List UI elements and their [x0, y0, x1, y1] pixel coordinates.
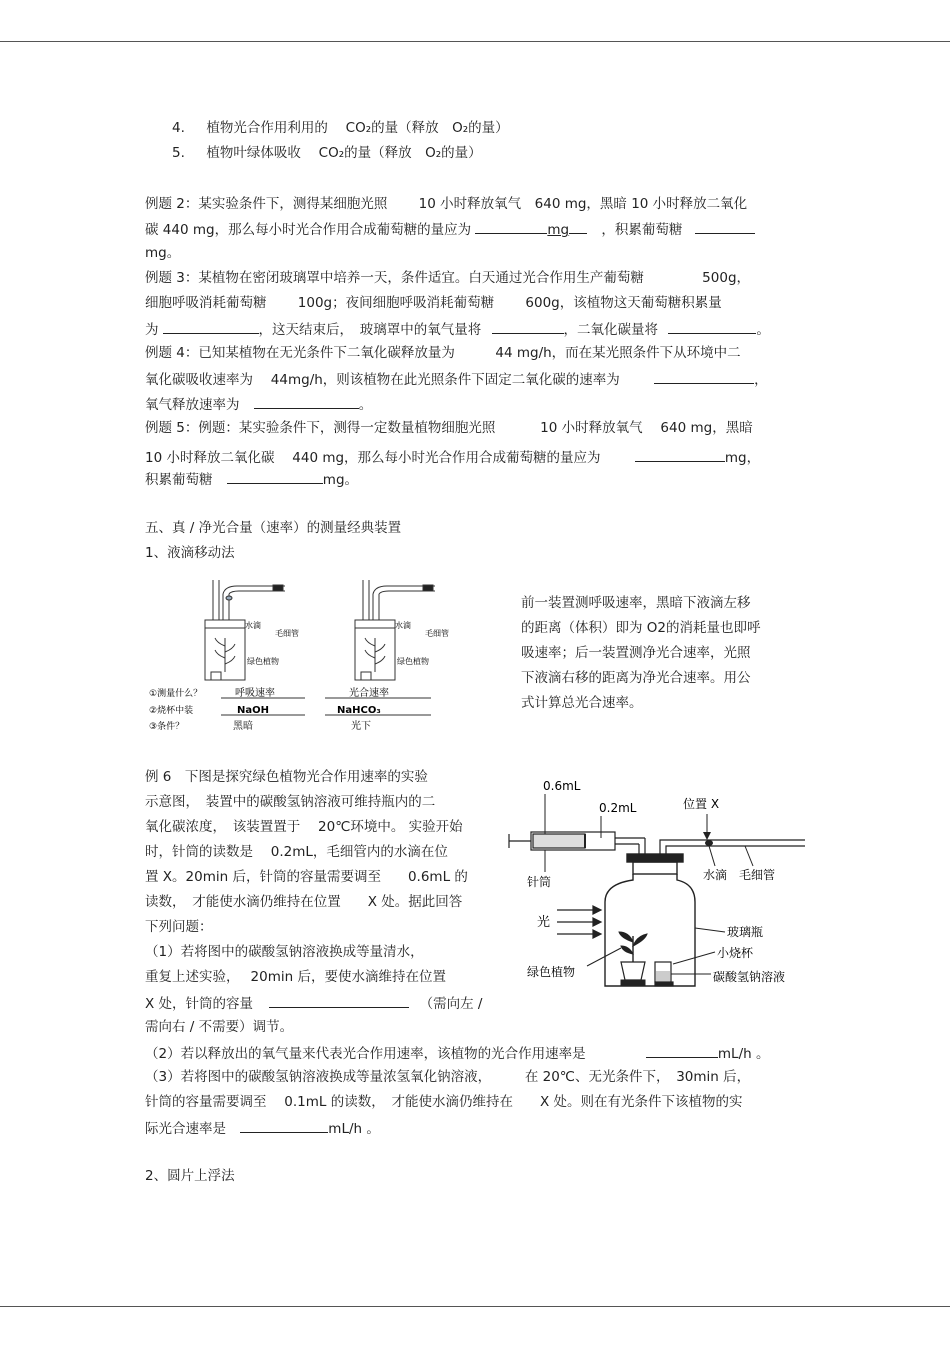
ex2-line2: 碳 440 mg，那么每小时光合作用合成葡萄糖的量应为 mg ，积累葡萄糖: [145, 219, 755, 239]
reading-0.6ml: 0.6mL: [543, 779, 581, 793]
reading-0.2ml: 0.2mL: [599, 801, 637, 815]
bottom-rule: [0, 1306, 950, 1307]
ex6-line: 氧化碳浓度， 该装置置于 20℃环境中。 实验开始: [145, 819, 463, 835]
ex6-q3-line2: 针筒的容量需要调至 0.1mL 的读数， 才能使水滴仍维持在 X 处。则在有光条件下该植物的实: [145, 1094, 743, 1110]
ex6-line: 读数， 才能使水滴仍维持在位置 X 处。据此回答: [145, 894, 463, 910]
ex6-line: 时，针筒的读数是 0.2mL，毛细管内的水滴在位: [145, 844, 448, 860]
answer-blank[interactable]: [227, 469, 323, 484]
ex6-line: 重复上述实验， 20min 后，要使水滴维持在位置: [145, 969, 446, 985]
answer-respiration-rate: 呼吸速率: [235, 688, 275, 699]
ex6-q2: （2）若以释放出的氧气量来代表光合作用速率，该植物的光合作用速率是 mL/h 。: [145, 1043, 769, 1063]
ex6-q3-line1: （3）若将图中的碳酸氢钠溶液换成等量浓氢氧化钠溶液， 在 20℃、无光条件下， 30min 后，: [145, 1069, 751, 1085]
answer-photosynthesis-rate: 光合速率: [349, 688, 389, 699]
ex3-line1: 例题 3：某植物在密闭玻璃罩中培养一天，条件适宜。白天通过光合作用生产葡萄糖 500g，: [145, 270, 751, 286]
ex5-line3: 积累葡萄糖 mg。: [145, 469, 358, 489]
water-drop: [705, 840, 713, 846]
answer-blank[interactable]: [492, 319, 564, 334]
answer-blank[interactable]: [569, 219, 587, 234]
ex6-q3-line3: 际光合速率是 mL/h 。: [145, 1118, 380, 1138]
answer-dark: 黑暗: [233, 721, 253, 730]
ex5-line1: 例题 5：例题：某实验条件下，测得一定数量植物细胞光照 10 小时释放氧气 640 mg，黑暗: [145, 420, 753, 436]
capillary-tube: [660, 840, 805, 854]
question-beaker-content: ②烧杯中装: [149, 706, 194, 716]
question-condition: ③条件？: [149, 722, 185, 730]
figure-description: 式计算总光合速率。: [521, 695, 643, 711]
ex6-line: 示意图， 装置中的碳酸氢钠溶液可维持瓶内的二: [145, 794, 436, 810]
ex4-line2: 氧化碳吸收速率为 44mg/h，则该植物在此光照条件下固定二氧化碳的速率为 ，: [145, 369, 768, 389]
ex4-line1: 例题 4：已知某植物在无光条件下二氧化碳释放量为 44 mg/h，而在某光照条件下从环境中二: [145, 345, 741, 361]
small-beaker: [655, 962, 673, 986]
list-item: 4. 植物光合作用利用的 CO₂的量（释放 O₂的量）: [172, 120, 509, 136]
ex2-line3: mg。: [145, 245, 181, 261]
list-item: 5. 植物叶绿体吸收 CO₂的量（释放 O₂的量）: [172, 145, 482, 161]
answer-nahco3: NaHCO₃: [337, 705, 381, 716]
question-what-measured: ①测量什么？: [149, 689, 203, 699]
figure-description: 的距离（体积）即为 O2的消耗量也即呼: [521, 620, 761, 636]
plant-label: 绿色植物: [527, 965, 576, 979]
capillary-label: 毛细管: [739, 868, 776, 882]
answer-blank[interactable]: [269, 993, 409, 1008]
droplet-apparatus-figure: [145, 572, 465, 730]
subsection-title: 1、液滴移动法: [145, 545, 235, 561]
section-title: 五、真 / 净光合量（速率）的测量经典装置: [145, 520, 402, 536]
water-drop-label: 水滴: [245, 621, 261, 630]
answer-blank[interactable]: [254, 394, 359, 409]
figure-description: 下液滴右移的距离为净光合速率。用公: [521, 670, 751, 686]
drop-label: 水滴: [703, 868, 728, 882]
figure-description: 吸速率；后一装置测净光合速率，光照: [521, 645, 751, 661]
glass-bottle: [605, 854, 695, 986]
ex6-line: （1）若将图中的碳酸氢钠溶液换成等量清水，: [145, 944, 424, 960]
bottle-label: 玻璃瓶: [727, 925, 764, 939]
ex6-line: 下列问题：: [145, 919, 213, 935]
answer-blank[interactable]: [240, 1118, 328, 1133]
position-x-label: 位置 X: [683, 797, 720, 811]
top-rule: [0, 41, 950, 42]
answer-blank[interactable]: [163, 319, 259, 334]
capillary-label: 毛细管: [425, 629, 449, 638]
ex6-q1-cont: 需向右 / 不需要）调节。: [145, 1019, 294, 1035]
answer-blank[interactable]: [635, 447, 725, 462]
light-label: 光: [537, 915, 551, 930]
light-arrows: [557, 906, 601, 938]
green-plant-label: 绿色植物: [397, 657, 429, 666]
plant: [619, 932, 647, 986]
ex5-line2: 10 小时释放二氧化碳 440 mg，那么每小时光合作用合成葡萄糖的量应为 mg，: [145, 447, 760, 467]
syringe: [509, 832, 645, 854]
answer-light: 光下: [351, 721, 371, 730]
answer-naoh: NaOH: [237, 705, 269, 716]
capillary-label: 毛细管: [275, 629, 299, 638]
ex6-line: 例 6 下图是探究绿色植物光合作用速率的实验: [145, 769, 428, 785]
answer-blank[interactable]: [475, 219, 547, 234]
ex2-line1: 例题 2：某实验条件下，测得某细胞光照 10 小时释放氧气 640 mg，黑暗 10 小时释放二氧化: [145, 196, 748, 212]
ex6-q1: X 处，针筒的容量 （需向左 /: [145, 993, 482, 1013]
green-plant-label: 绿色植物: [247, 657, 279, 666]
water-drop-label: 水滴: [395, 621, 411, 630]
answer-blank[interactable]: [654, 369, 754, 384]
syringe-label: 针筒: [527, 875, 552, 889]
answer-blank[interactable]: [646, 1043, 718, 1058]
ex4-line3: 氧气释放速率为 。: [145, 394, 372, 414]
answer-blank[interactable]: [695, 219, 755, 234]
beaker-label: 小烧杯: [717, 946, 754, 960]
subsection-title: 2、圆片上浮法: [145, 1168, 235, 1184]
figure-description: 前一装置测呼吸速率，黑暗下液滴左移: [521, 595, 751, 611]
ex3-line2: 细胞呼吸消耗葡萄糖 100g；夜间细胞呼吸消耗葡萄糖 600g，该植物这天葡萄糖积累量: [145, 295, 722, 311]
syringe-apparatus-figure: [505, 776, 805, 996]
ex3-line3: 为 ，这天结束后， 玻璃罩中的氧气量将 ，二氧化碳量将 。: [145, 319, 770, 339]
ex6-line: 置 X。20min 后，针筒的容量需要调至 0.6mL 的: [145, 869, 468, 885]
solution-label: 碳酸氢钠溶液: [713, 970, 786, 984]
answer-blank[interactable]: [668, 319, 756, 334]
